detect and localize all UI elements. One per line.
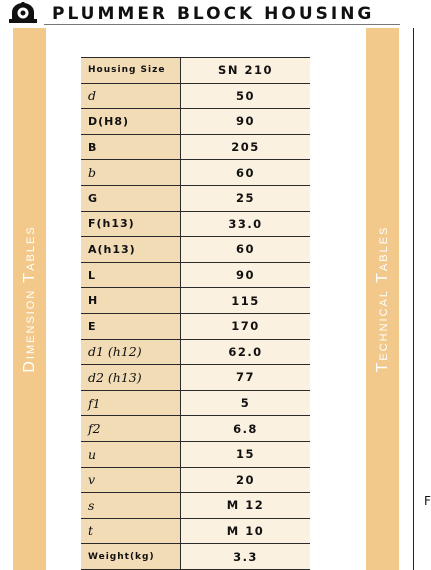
row-value: 33.0 xyxy=(181,211,311,237)
plummer-block-logo-icon xyxy=(8,2,38,24)
table-row xyxy=(81,441,310,467)
row-value: 3.3 xyxy=(181,544,311,570)
row-label: s xyxy=(81,493,181,519)
dimension-tables-label: Dimension Tables xyxy=(20,225,38,373)
row-label: G xyxy=(81,185,181,211)
table-row xyxy=(81,288,310,314)
table-row xyxy=(81,467,310,493)
row-label: A(h13) xyxy=(81,237,181,263)
table-row xyxy=(81,339,310,365)
table-row xyxy=(81,109,310,135)
title-underline xyxy=(44,24,400,25)
row-value: 20 xyxy=(181,467,311,493)
row-label: Housing Size xyxy=(81,58,181,84)
row-label: u xyxy=(81,441,181,467)
table-row xyxy=(81,518,310,544)
dimension-table xyxy=(81,57,310,570)
table-row xyxy=(81,544,310,570)
row-value: M 12 xyxy=(181,493,311,519)
table-row xyxy=(81,58,310,84)
table-row xyxy=(81,390,310,416)
row-label: B xyxy=(81,134,181,160)
row-label: Weight(kg) xyxy=(81,544,181,570)
row-value: 90 xyxy=(181,262,311,288)
row-label: f2 xyxy=(81,416,181,442)
table-row xyxy=(81,83,310,109)
row-value: 15 xyxy=(181,441,311,467)
row-value: 60 xyxy=(181,160,311,186)
row-value: 25 xyxy=(181,185,311,211)
row-value: 170 xyxy=(181,313,311,339)
row-value: 90 xyxy=(181,109,311,135)
dimension-tables-tab[interactable] xyxy=(13,28,46,570)
row-value: 62.0 xyxy=(181,339,311,365)
row-label: E xyxy=(81,313,181,339)
table-row xyxy=(81,416,310,442)
row-label: b xyxy=(81,160,181,186)
row-value: 6.8 xyxy=(181,416,311,442)
table-row xyxy=(81,185,310,211)
row-label: D(H8) xyxy=(81,109,181,135)
row-label: F(h13) xyxy=(81,211,181,237)
table-row xyxy=(81,160,310,186)
table-row xyxy=(81,493,310,519)
page-title: PLUMMER BLOCK HOUSING xyxy=(52,4,375,24)
row-label: t xyxy=(81,518,181,544)
row-value: 77 xyxy=(181,365,311,391)
row-value: 50 xyxy=(181,83,311,109)
row-value: M 10 xyxy=(181,518,311,544)
row-label: d2 (h13) xyxy=(81,365,181,391)
table-row xyxy=(81,262,310,288)
row-value: 60 xyxy=(181,237,311,263)
table-row xyxy=(81,237,310,263)
table-row xyxy=(81,134,310,160)
row-label: H xyxy=(81,288,181,314)
row-value: 5 xyxy=(181,390,311,416)
page-edge-divider xyxy=(413,28,414,570)
row-value: SN 210 xyxy=(181,58,311,84)
technical-tables-label: Technical Tables xyxy=(373,225,391,373)
table-row xyxy=(81,365,310,391)
page-header xyxy=(0,0,430,28)
table-row xyxy=(81,211,310,237)
row-label: L xyxy=(81,262,181,288)
technical-tables-tab[interactable] xyxy=(366,28,399,570)
row-label: d1 (h12) xyxy=(81,339,181,365)
row-value: 115 xyxy=(181,288,311,314)
row-label: f1 xyxy=(81,390,181,416)
row-value: 205 xyxy=(181,134,311,160)
row-label: v xyxy=(81,467,181,493)
cropped-edge-text: F xyxy=(424,494,431,508)
row-label: d xyxy=(81,83,181,109)
table-row xyxy=(81,313,310,339)
